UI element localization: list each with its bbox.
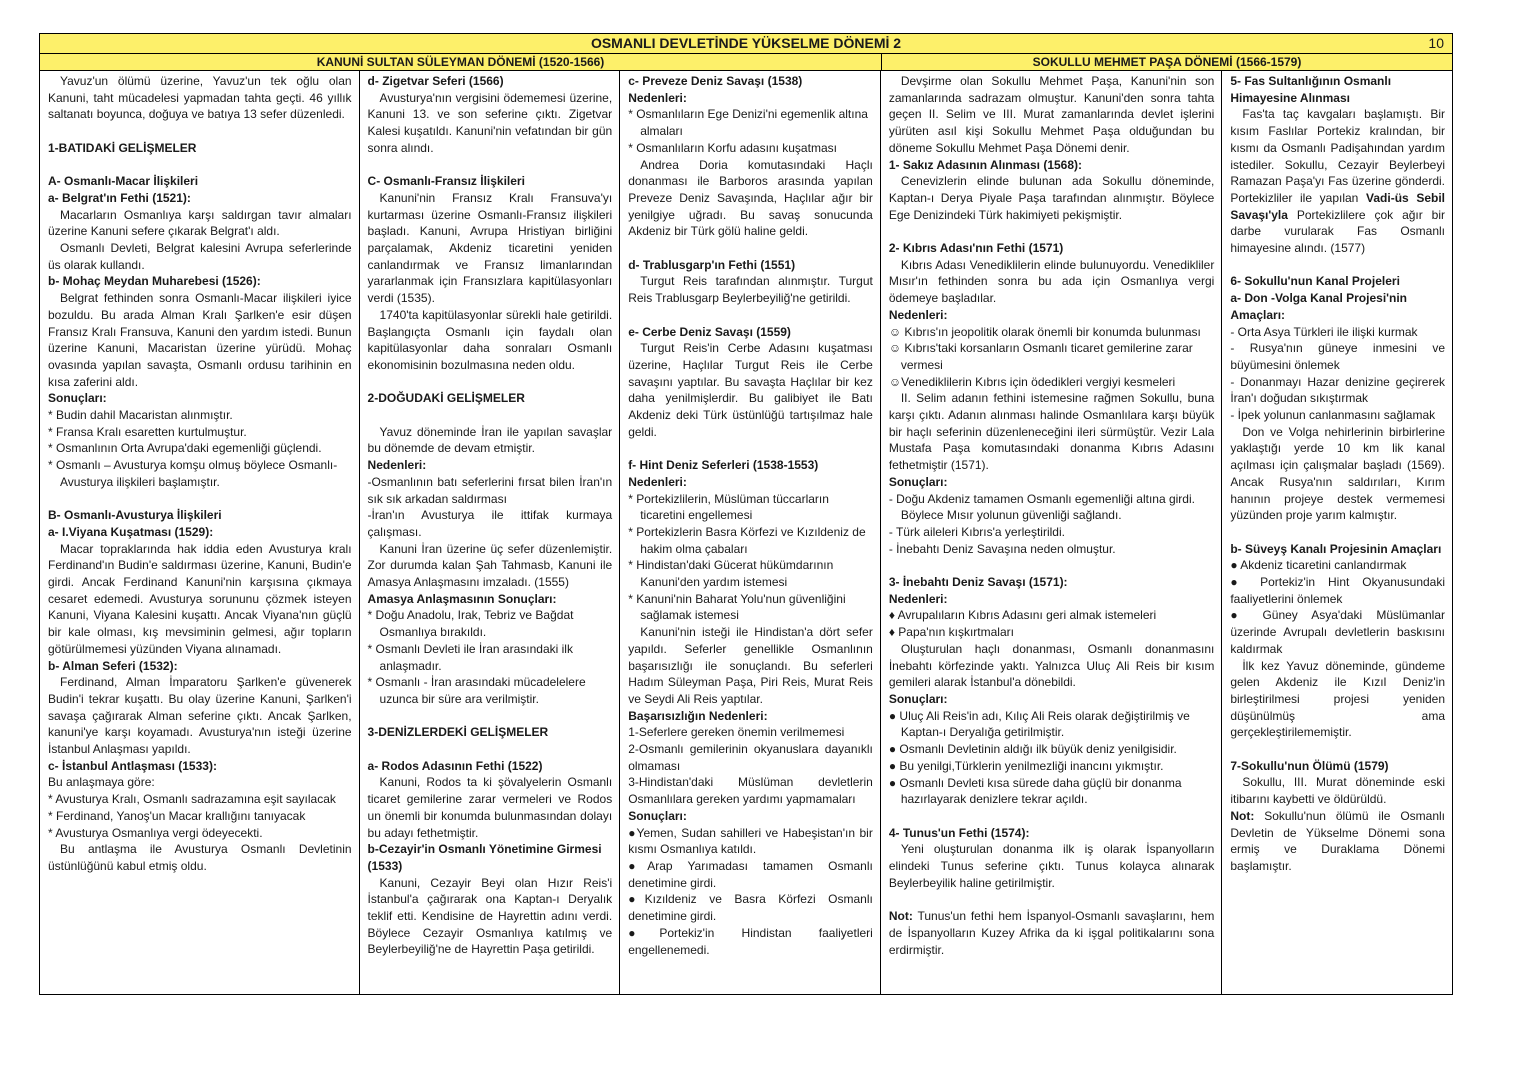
content-columns (40, 71, 1452, 995)
list-item: ♦ Avrupalıların Kıbrıs Adasını geri almak istemeleri (888, 608, 1157, 623)
list-item: ●Arap Yarımadası tamamen Osmanlı denetimine girdi. (628, 859, 873, 890)
topic-heading: 6- Sokullu'nun Kanal Projeleri (1230, 274, 1400, 289)
paragraph: Kanuni, Cezayir Beyi olan Hızır Reis'i İstanbul'a çağırarak ona Kaptan-ı Deryalık teklif etti. Kendisine de Hayrettin adını verdi. Böylece Cezayir Osmanlıya katılmış ve Beylerbeyiliğ'ne de Hayrettin Paşa getirildi. (367, 875, 613, 957)
list-item: -İran'ın Avusturya ile ittifak kurmaya çalışması. (367, 508, 613, 539)
intro-paragraph: Yavuz'un ölümü üzerine, Yavuz'un tek oğlu olan Kanuni, taht mücadelesi yapmadan tahta geçti. 46 yıllık saltanatı boyunca, doğuya ve batıya 13 sefer düzenledi. (48, 74, 352, 122)
list-item: - Orta Asya Türkleri ile ilişki kurmak (1230, 324, 1418, 339)
list-item: * Osmanlıların Ege Denizi'ni egemenlik altına almaları (628, 107, 868, 139)
list-item: ☺ Kıbrıs'ın jeopolitik olarak önemli bir konumda bulunması (888, 324, 1201, 339)
list-item: ● Bu yenilgi,Türklerin yenilmezliği inancını yıkmıştır. (888, 758, 1164, 773)
paragraph: Don ve Volga nehirlerinin birbirlerine yaklaştığı yerde 10 km lik kanal açılması için çalışmalar başladı (1569). Ancak Rusya'nın saldırıları, Kırım hanının projeye destek vermemesi yüzünden proje yarım kalmıştır. (1230, 424, 1446, 523)
list-heading: Sonuçları: (48, 391, 107, 406)
topic-heading: d- Zigetvar Seferi (1566) (367, 74, 504, 88)
paragraph: II. Selim adanın fethini istemesine rağmen Sokullu, buna karşı çıktı. Adanın alınması halinde Osmanlılara karşı büyük bir haçlı seferinin düzenleneceğini ileri sürmüştür. Vezir Lala Mustafa Paşa komutasındaki donanma Kıbrıs Adasını fethetmiştir (1571). (888, 391, 1215, 473)
list-item: * Portekizlilerin, Müslüman tüccarların ticaretini engellemesi (628, 491, 829, 523)
list-item: -Osmanlının batı seferlerini fırsat bilen İran'ın sık sık arkadan saldırması (367, 474, 613, 506)
list-item: * Avusturya Kralı, Osmanlı sadrazamına eşit sayılacak (48, 792, 336, 807)
topic-heading: a- I.Viyana Kuşatması (1529): (48, 524, 214, 539)
column-4 (881, 71, 1223, 995)
column-2 (360, 71, 621, 995)
topic-heading: 2- Kıbrıs Adası'nın Fethi (1571) (888, 241, 1064, 256)
list-item: * Osmanlı - İran arasındaki mücadelelere uzunca bir süre ara verilmiştir. (367, 675, 586, 706)
topic-heading: d- Trablusgarp'ın Fethi (1551) (628, 257, 796, 272)
list-item: - İnebahtı Deniz Savaşına neden olmuştur. (888, 541, 1116, 556)
topic-heading: a- Belgrat'ın Fethi (1521): (48, 190, 191, 205)
period-header-bar (40, 54, 1452, 71)
paragraph: Andrea Doria komutasındaki Haçlı donanması ile Barboros arasında yapılan Preveze Deniz Savaşında, Haçlılar ağır bir yenilgiye uğradı. Bu savaş sonucunda Akdeniz bir Türk gölü haline geldi. (628, 157, 873, 239)
paragraph: Cenevizlerin elinde bulunan ada Sokullu döneminde, Kaptan-ı Derya Piyale Paşa tarafından alınmıştır. Böylece Ege Denizindeki Türk hakimiyeti pekişmiştir. (888, 174, 1215, 222)
list-item: * Avusturya Osmanlıya vergi ödeyecekti. (48, 825, 263, 840)
paragraph: Macarların Osmanlıya karşı saldırgan tavır almaları üzerine Kanuni sefere çıkarak Belgrat'ı aldı. (48, 207, 352, 239)
list-item: - İpek yolunun canlanmasını sağlamak (1230, 408, 1436, 423)
topic-heading: e- Cerbe Deniz Savaşı (1559) (628, 324, 791, 339)
paragraph: Macar topraklarında hak iddia eden Avusturya kralı Ferdinand'ın Budin'e saldırması üzerine, Kanuni, Budin'e girdi. Ancak Ferdinand Kanuni'nin karşısına çıkmaya cesaret edemedi. Avusturya sorununu çözmek isteyen Kanuni, Viyana Kalesini kuşattı. Ancak Viyana'nın güçlü bir kale olması, kış mevsiminin gelmesi, ağır topların götürülmemesi yüzünden Viyana alınamadı. (48, 541, 352, 656)
column-1 (40, 71, 360, 995)
paragraph: Yeni oluşturulan donanma ilk iş olarak İspanyolların elindeki Tunus seferine çıktı. Tunus kolayca alınarak Beylerbeyilik haline getirilmiştir. (888, 842, 1215, 890)
list-heading: Nedenleri: (888, 591, 948, 606)
list-heading: Sonuçları: (628, 808, 687, 823)
topic-heading: a- Rodos Adasının Fethi (1522) (367, 758, 543, 773)
paragraph-text: Portekizlilere çok ağır bir darbe vurularak Fas Osmanlı himayesine alındı. (1577) (1230, 207, 1446, 256)
list-heading: Sonuçları: (888, 691, 948, 706)
list-item: * Ferdinand, Yanoş'un Macar krallığını tanıyacak (48, 808, 306, 823)
list-item: 1-Seferlere gereken önemin verilmemesi (628, 725, 845, 740)
paragraph: Belgrat fethinden sonra Osmanlı-Macar ilişkileri iyice bozuldu. Bu arada Alman Kralı Şarlken'e esir düşen Fransız Kralı Fransuva, Kanuni den yardım istedi. Bunun üzerine Kanuni, Macaristan üzerine yürüdü. Mohaç ovasında yapılan savaşta, Osmanlı ordusu tarihinin en kısa zaferini aldı. (48, 291, 352, 389)
list-item: * Osmanlıların Korfu adasını kuşatması (628, 140, 837, 155)
topic-heading: c- İstanbul Antlaşması (1533): (48, 758, 217, 773)
paragraph: Yavuz döneminde İran ile yapılan savaşlar bu dönemde de devam etmiştir. (367, 424, 613, 456)
section-heading: 3-DENİZLERDEKİ GELİŞMELER (367, 725, 549, 740)
note-label: Not: (888, 909, 913, 924)
list-heading: Sonuçları: (888, 474, 948, 489)
list-item: * Kanuni'nin Baharat Yolu'nun güvenliğini sağlamak istemesi (628, 591, 846, 623)
paragraph: Kanuni İran üzerine üç sefer düzenlemiştir. Zor durumda kalan Şah Tahmasb, Kanuni ile Amasya Anlaşmasını imzaladı. (1555) (367, 541, 613, 590)
note-text: Sokullu'nun ölümü ile Osmanlı Devletin de Yükselme Dönemi sona ermiş ve Duraklama Dönemi başlamıştır. (1230, 808, 1446, 873)
note-paragraph (1230, 808, 1445, 875)
list-item: ●Kızıldeniz ve Basra Körfezi Osmanlı denetimine girdi. (628, 892, 873, 924)
paragraph: Sokullu, III. Murat döneminde eski itibarını kaybetti ve öldürüldü. (1230, 775, 1446, 807)
list-item: ● Güney Asya'daki Müslümanlar üzerinde Avrupalı devletlerin baskısını kaldırmak (1230, 608, 1446, 656)
list-item: * Fransa Kralı esaretten kurtulmuştur. (48, 424, 247, 439)
list-heading: Nedenleri: (628, 474, 687, 489)
intro-paragraph: Devşirme olan Sokullu Mehmet Paşa, Kanuni'nin son zamanlarında sadrazam olmuştur. Kanuni'den sonra tahta geçen II. Selim ve III. Murat zamanlarında devlet işlerini yürüten asıl kişi Sokullu Mehmet Paşa olduğundan bu döneme Sokullu Mehmet Paşa Dönemi denir. (888, 74, 1215, 155)
list-item: * Hindistan'daki Gücerat hükümdarının Kanuni'den yardım istemesi (628, 558, 834, 590)
list-item: ● Osmanlı Devleti kısa sürede daha güçlü bir donanma hazırlayarak denizlere tekrar açıldı. (888, 775, 1182, 807)
paragraph: Kıbrıs Adası Venediklilerin elinde bulunuyordu. Venedikliler Mısır'ın fethinden sonra bu ada için Osmanlıya vergi ödemeye başladılar. (888, 257, 1215, 306)
column-5 (1222, 71, 1452, 995)
list-item: * Budin dahil Macaristan alınmıştır. (48, 408, 233, 423)
list-item: ☺Venediklilerin Kıbrıs için ödedikleri vergiyi kesmeleri (888, 374, 1176, 389)
worksheet (39, 33, 1453, 995)
list-item: * Osmanlının Orta Avrupa'daki egemenliği güçlendi. (48, 441, 322, 456)
paragraph: Oluşturulan haçlı donanması, Osmanlı donanmasını İnebahtı körfezinde yaktı. Yalnızca Uluç Ali Reis bir kısım gemileri alarak İstanbul'a dönebildi. (888, 641, 1215, 690)
subtopic-heading: b- Süveyş Kanalı Projesinin Amaçları (1230, 541, 1442, 556)
page-title: OSMANLI DEVLETİNDE YÜKSELME DÖNEMİ 2 (590, 35, 902, 51)
list-heading: Nedenleri: (628, 90, 687, 105)
list-item: * Portekizlerin Basra Körfezi ve Kızıldeniz de hakim olma çabaları (628, 524, 866, 556)
paragraph: Kanuni'nin Fransız Kralı Fransuva'yı kurtarması üzerine Osmanlı-Fransız ilişkileri başladı. Kanuni, Avrupa Hristiyan birliğini parçalamak, Akdeniz ticaretini yeniden canlandırmak ve Fransız limanlarından yararlanmak için Fransızlara kapitülasyonları verdi (1535). (367, 190, 613, 306)
topic-heading: b- Mohaç Meydan Muharebesi (1526): (48, 274, 261, 289)
list-heading: Nedenleri: (367, 458, 427, 473)
list-item: * Doğu Anadolu, Irak, Tebriz ve Bağdat Osmanlıya bırakıldı. (367, 608, 574, 640)
paragraph: Bu antlaşma ile Avusturya Osmanlı Devletinin üstünlüğünü kabul etmiş oldu. (48, 842, 352, 873)
paragraph: Avusturya'nın vergisini ödememesi üzerine, Kanuni 13. ve son seferine çıktı. Zigetvar Kalesi kuşatıldı. Kanuni'nin vefatından bir gün sonra alındı. (367, 90, 613, 155)
list-item: ☺ Kıbrıs'taki korsanların Osmanlı ticaret gemilerine zarar vermesi (888, 341, 1193, 372)
note-label: Not: (1230, 808, 1255, 823)
topic-heading: b- Alman Seferi (1532): (48, 658, 178, 673)
list-heading: Başarısızlığın Nedenleri: (628, 708, 768, 723)
subsection-heading: C- Osmanlı-Fransız İlişkileri (367, 174, 525, 189)
paragraph (1230, 106, 1445, 256)
topic-heading: c- Preveze Deniz Savaşı (1538) (628, 74, 803, 88)
note-text: Tunus'un fethi hem İspanyol-Osmanlı savaşlarını, hem de İspanyolların Kuzey Afrika da ki işgal politikalarını sona erdirmiştir. (888, 909, 1215, 957)
paragraph: Osmanlı Devleti, Belgrat kalesini Avrupa seferlerinde üs olarak kullandı. (48, 241, 352, 272)
subtopic-heading: a- Don -Volga Kanal Projesi'nin Amaçları: (1230, 291, 1407, 322)
list-item: ● Osmanlı Devletinin aldığı ilk büyük deniz yenilgisidir. (888, 742, 1177, 757)
paragraph: Kanuni, Rodos ta ki şövalyelerin Osmanlı ticaret gemilerine zarar vermeleri ve Rodos un önemli bir konumda bulunmasından dolayı bu adayı fethetmiştir. (367, 775, 613, 840)
list-item: ● Uluç Ali Reis'in adı, Kılıç Ali Reis olarak değiştirilmiş ve Kaptan-ı Deryalığa getirilmiştir. (888, 708, 1190, 740)
topic-heading: f- Hint Deniz Seferleri (1538-1553) (628, 458, 819, 473)
topic-heading: 1- Sakız Adasının Alınması (1568): (888, 157, 1082, 172)
list-item: ♦ Papa'nın kışkırtmaları (888, 625, 1014, 640)
list-item: 3-Hindistan'daki Müslüman devletlerin Osmanlılara gereken yardımı yapmamaları (628, 775, 873, 807)
title-bar (40, 34, 1452, 54)
list-item: - Donanmayı Hazar denizine geçirerek İran'ı doğudan sıkıştırmak (1230, 374, 1446, 406)
topic-heading: 5- Fas Sultanlığının Osmanlı Himayesine Alınması (1230, 74, 1392, 105)
paragraph: İlk kez Yavuz döneminde, gündeme gelen Akdeniz ile Kızıl Deniz'in birleştirilmesi projesi yeniden düşünülmüş ama gerçekleştirilememiştir. (1230, 658, 1446, 740)
topic-heading: b-Cezayir'in Osmanlı Yönetimine Girmesi (1533) (367, 842, 602, 873)
list-item: * Osmanlı Devleti ile İran arasındaki ilk anlaşmadır. (367, 641, 573, 673)
list-item: - Rusya'nın güneye inmesini ve büyümesini önlemek (1230, 341, 1446, 372)
paragraph: Turgut Reis tarafından alınmıştır. Turgut Reis Trablusgarp Beylerbeyiliğ'ne getirildi. (628, 274, 873, 306)
section-heading: 2-DOĞUDAKİ GELİŞMELER (367, 391, 525, 406)
kanuni-period-header: KANUNİ SULTAN SÜLEYMAN DÖNEMİ (1520-1566) (40, 54, 882, 70)
list-item: 2-Osmanlı gemilerinin okyanuslara dayanıklı olmaması (628, 742, 873, 773)
page-number: 10 (1428, 35, 1444, 51)
paragraph: Turgut Reis'in Cerbe Adasını kuşatması üzerine, Haçlılar Turgut Reis ile Cerbe savaşını yaptılar. Bu savaşta Haçlılar bir kez daha yenilmişlerdir. Bu galibiyet ile Batı Akdeniz deki Türk üstünlüğü tartışılmaz hale geldi. (628, 341, 873, 439)
list-item: * Osmanlı – Avusturya komşu olmuş böylece Osmanlı-Avusturya ilişkileri başlamıştır. (48, 458, 338, 489)
paragraph: Ferdinand, Alman İmparatoru Şarlken'e güvenerek Budin'i tekrar kuşattı. Bu olay üzerine Kanuni, Şarlken'i savaşa çağırarak Alman seferine çıktı. Ancak Şarlken, kanuni'ye karşı koyamadı. Avusturya'nın isteği üzerine İstanbul Anlaşması yapıldı. (48, 675, 352, 757)
topic-heading: 3- İnebahtı Deniz Savaşı (1571): (888, 575, 1068, 590)
subsection-heading: A- Osmanlı-Macar İlişkileri (48, 174, 199, 189)
sokullu-period-header: SOKULLU MEHMET PAŞA DÖNEMİ (1566-1579) (1032, 55, 1302, 69)
topic-heading: 4- Tunus'un Fethi (1574): (888, 825, 1030, 840)
list-item: - Doğu Akdeniz tamamen Osmanlı egemenliği altına girdi. Böylece Mısır yolunun güvenliği sağlandı. (888, 491, 1195, 523)
battle-name: Vadi-üs Sebil Savaşı'yla (1230, 190, 1446, 222)
paragraph: Bu anlaşmaya göre: (48, 775, 155, 790)
list-item: ●Portekiz'in Hindistan faaliyetleri engellenemedi. (628, 925, 873, 957)
list-item: - Türk aileleri Kıbrıs'a yerleştirildi. (888, 524, 1065, 539)
paragraph: 1740'ta kapitülasyonlar sürekli hale getirildi. Başlangıçta Osmanlı için faydalı olan kapitülasyonlar daha sonraları Osmanlı ekonomisinin bozulmasına neden oldu. (367, 307, 613, 372)
paragraph-text: Fas'ta taç kavgaları başlamıştı. Bir kısım Faslılar Portekiz kralından, bir kısmı da Osmanlı Padişahından yardım istediler. Sokullu, Cezayir Beylerbeyi Ramazan Paşa'yı Fas üzerine gönderdi. Portekizliler ile yapılan (1230, 107, 1446, 205)
list-heading: Amasya Anlaşmasının Sonuçları: (367, 591, 557, 606)
list-item: ● Portekiz'in Hint Okyanusundaki faaliyetlerini önlemek (1230, 575, 1446, 606)
section-heading: 1-BATIDAKİ GELİŞMELER (48, 140, 197, 155)
paragraph: Kanuni'nin isteği ile Hindistan'a dört sefer yapıldı. Seferler genellikle Osmanlının başarısızlığı ile sonuçlandı. Bu seferleri Hadım Süleyman Paşa, Piri Reis, Murat Reis ve Seydi Ali Reis yaptılar. (628, 625, 873, 706)
list-item: ●Yemen, Sudan sahilleri ve Habeşistan'ın bir kısmı Osmanlıya katıldı. (628, 825, 873, 857)
subsection-heading: B- Osmanlı-Avusturya İlişkileri (48, 508, 222, 523)
list-heading: Nedenleri: (888, 307, 948, 322)
list-item: ● Akdeniz ticaretini canlandırmak (1230, 558, 1407, 573)
column-3 (620, 71, 881, 995)
topic-heading: 7-Sokullu'nun Ölümü (1579) (1230, 758, 1389, 773)
note-paragraph (889, 908, 1215, 958)
